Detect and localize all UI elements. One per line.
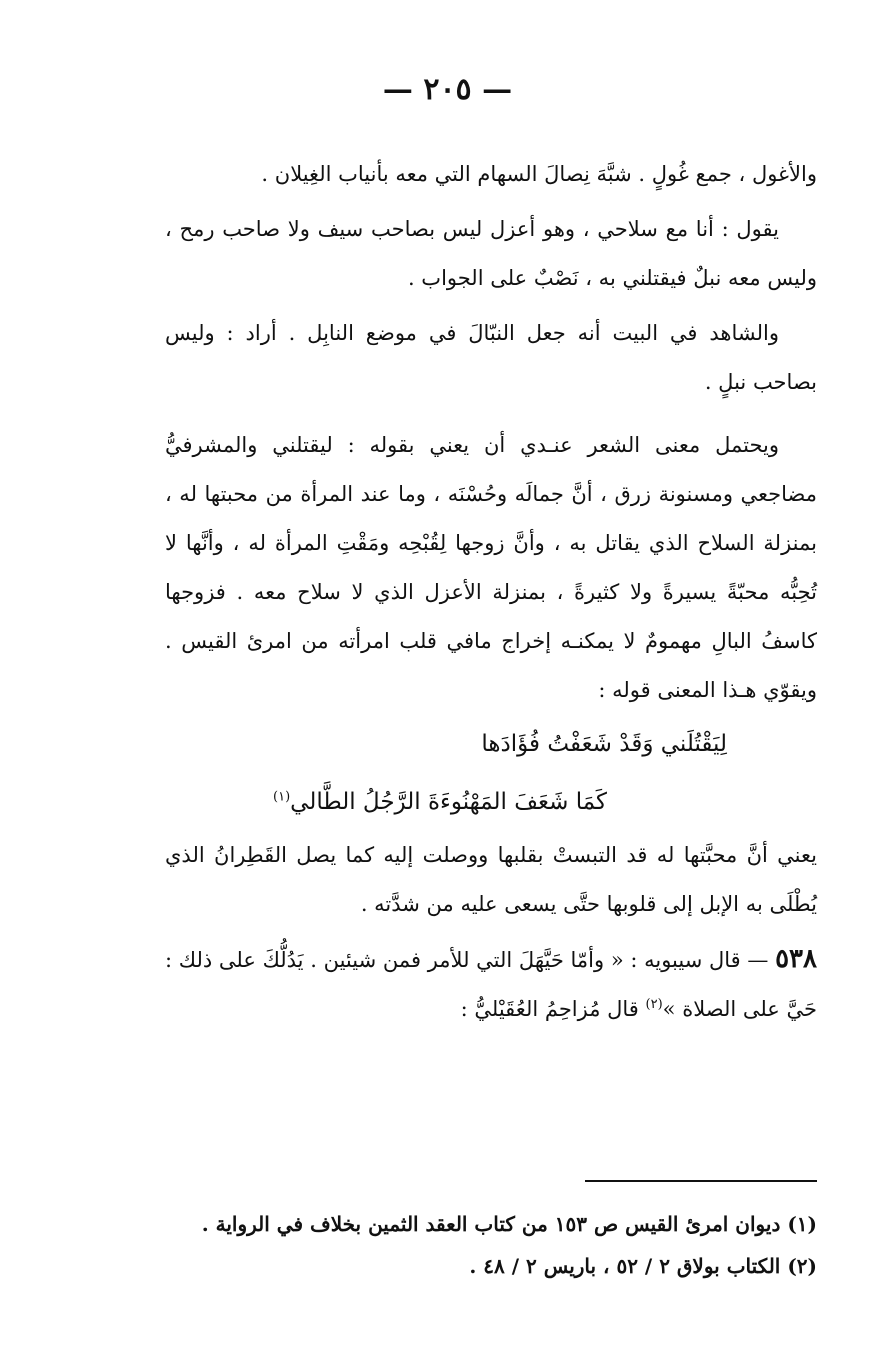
paragraph: والأغول ، جمع غُولٍ . شبَّهَ نِصالَ السهام التي معه بأنياب الغِيلان .: [261, 162, 817, 186]
entry-tail: قال مُزاحِمُ العُقَيْليُّ :: [460, 997, 646, 1021]
footnote-ref: (١): [273, 789, 291, 805]
paragraph: ويحتمل معنى الشعر عنـدي أن يعني بقوله : ليقتلني والمشرفيُّ مضاجعي ومسنونة زرق ، أنَّ جمالَه وحُسْنَه ، وما عند المرأة من محبتها له ، بمنزلة السلاح الذي يقاتل به ، وأنَّ زوجها لِقُبْحِه ومَقْتِ المرأة له ، وأنَّها لا تُحِبُّه محبّةً يسيرةً ولا كثيرةً ، بمنزلة الأعزل الذي لا سلاح معه . فزوجها كاسفُ البالِ مهمومٌ لا يمكنـه إخراج مافي قلب امرأته من امرئ القيس . ويقوّي هـذا المعنى قوله :: [165, 433, 817, 702]
paragraph: والشاهد في البيت أنه جعل النبّالَ في موضع النابِل . أراد : وليس بصاحب نبلٍ .: [165, 321, 817, 394]
paragraph: يقول : أنا مع سلاحي ، وهو أعزل ليس بصاحب سيف ولا صاحب رمح ، وليس معه نبلٌ فيقتلني به ، نَصْبٌ على الجواب .: [165, 217, 817, 290]
entry-538: [165, 935, 817, 1034]
footnotes: [165, 1203, 817, 1287]
footnote-2: (٢) الكتاب بولاق ٢ / ٥٢ ، باريس ٢ / ٤٨ .: [469, 1254, 817, 1278]
body-text: [165, 150, 817, 1034]
footnote-1: (١) ديوان امرئ القيس ص ١٥٣ من كتاب العقد الثمين بخلاف في الرواية .: [201, 1212, 817, 1236]
paragraph: يعني أنَّ محبَّتها له قد التبستْ بقلبها ووصلت إليه كما يصل القَطِرانُ الذي يُطْلَى به الإبل إلى قلوبها حتَّى يسعى عليه من شدَّته .: [165, 843, 817, 916]
verse-line-2-text: كَمَا شَعَفَ المَهْنُوءَةَ الرَّجُلُ الطَّالي: [290, 789, 607, 815]
verse-line-1: لِيَقْتُلَني وَقَدْ شَعَفْتُ فُؤَادَها: [481, 731, 727, 757]
verse-line-2: [165, 773, 817, 831]
page-number: — ٢٠٥ —: [382, 72, 513, 107]
entry-text: — قال سيبويه : « وأمّا حَيَّهَلَ التي للأمر فمن شيئين . يَدُلُّكَ على ذلك : حَيَّ على الصلاة »: [165, 948, 817, 1021]
footnote-divider: [585, 1180, 817, 1182]
footnote-ref: (٢): [645, 997, 663, 1012]
entry-number: ٥٣٨: [775, 944, 817, 974]
